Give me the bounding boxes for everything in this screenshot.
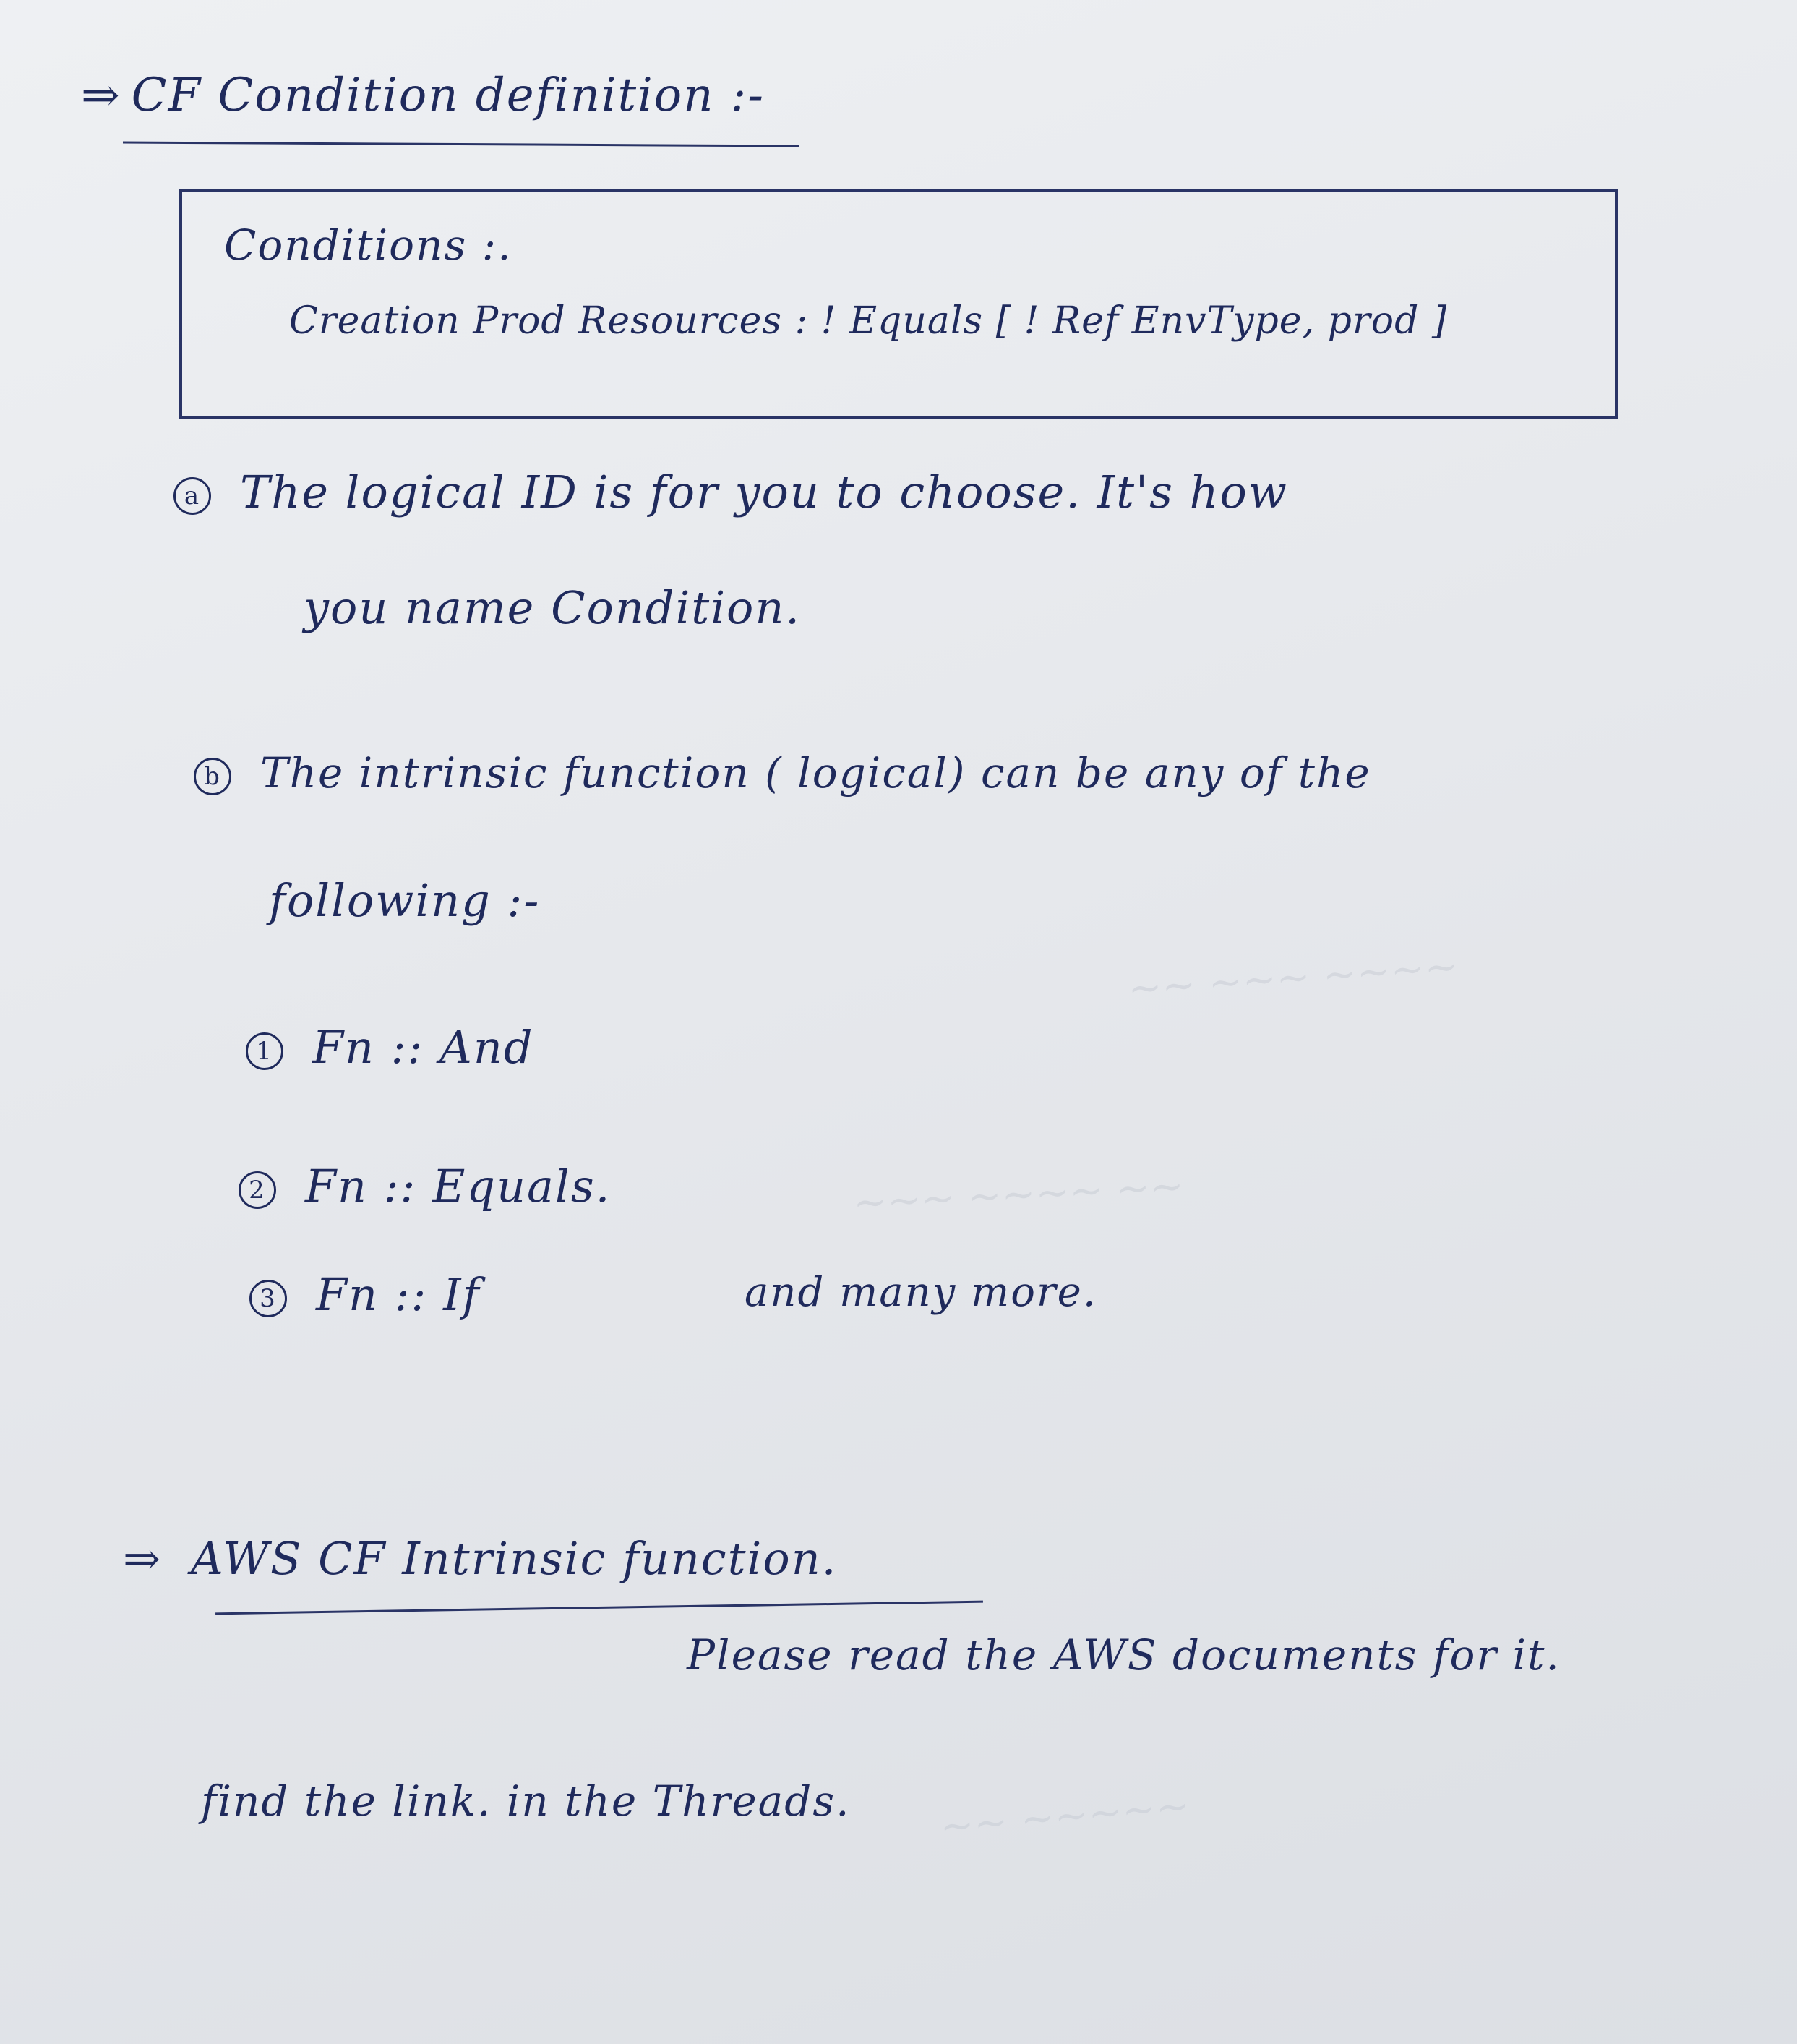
heading-underline <box>123 142 799 147</box>
circle-3-marker: 3 <box>249 1280 287 1317</box>
functions-suffix: and many more. <box>745 1269 1097 1316</box>
note-a-line-2: you name Condition. <box>304 581 802 634</box>
function-item-1-text: Fn :: And <box>312 1021 534 1074</box>
function-item-1 <box>246 1021 534 1074</box>
heading-text: CF Condition definition :- <box>131 69 765 122</box>
circle-2-marker: 2 <box>239 1171 276 1209</box>
code-line-1: Conditions :. <box>224 221 512 270</box>
bleed-through-decoration: ~~ ~~~ ~~~~ <box>1126 943 1460 1013</box>
bleed-through-decoration: ~~~ ~~~~ ~~ <box>852 1163 1185 1227</box>
circle-1-marker: 1 <box>246 1032 283 1070</box>
note-a-text-1: The logical ID is for you to choose. It's how <box>240 466 1288 518</box>
function-item-3 <box>249 1268 481 1321</box>
bleed-through-decoration: ~~ ~~~~~ <box>938 1782 1192 1851</box>
note-b-line-1 <box>194 748 1371 797</box>
section2-heading <box>123 1532 838 1585</box>
function-item-3-text: Fn :: If <box>316 1268 481 1321</box>
arrow-right-icon: ⇒ <box>81 69 121 122</box>
section2-underline <box>215 1601 983 1615</box>
note-b-text-1: The intrinsic function ( logical) can be any of the <box>260 748 1371 797</box>
function-item-2-text: Fn :: Equals. <box>305 1160 612 1213</box>
section2-line-1: Please read the AWS documents for it. <box>687 1630 1561 1680</box>
section2-heading-text: AWS CF Intrinsic function. <box>190 1532 838 1585</box>
circle-a-marker: a <box>173 477 211 515</box>
code-line-2: Creation Prod Resources : ! Equals [ ! Ref EnvType, prod ] <box>289 299 1448 343</box>
arrow-right-icon: ⇒ <box>123 1532 162 1585</box>
function-item-2 <box>239 1160 612 1213</box>
page-heading <box>81 69 765 122</box>
note-b-line-2: following :- <box>269 874 541 927</box>
circle-b-marker: b <box>194 758 231 795</box>
section2-line-2: find the link. in the Threads. <box>201 1776 851 1826</box>
note-a-line-1 <box>173 466 1288 518</box>
